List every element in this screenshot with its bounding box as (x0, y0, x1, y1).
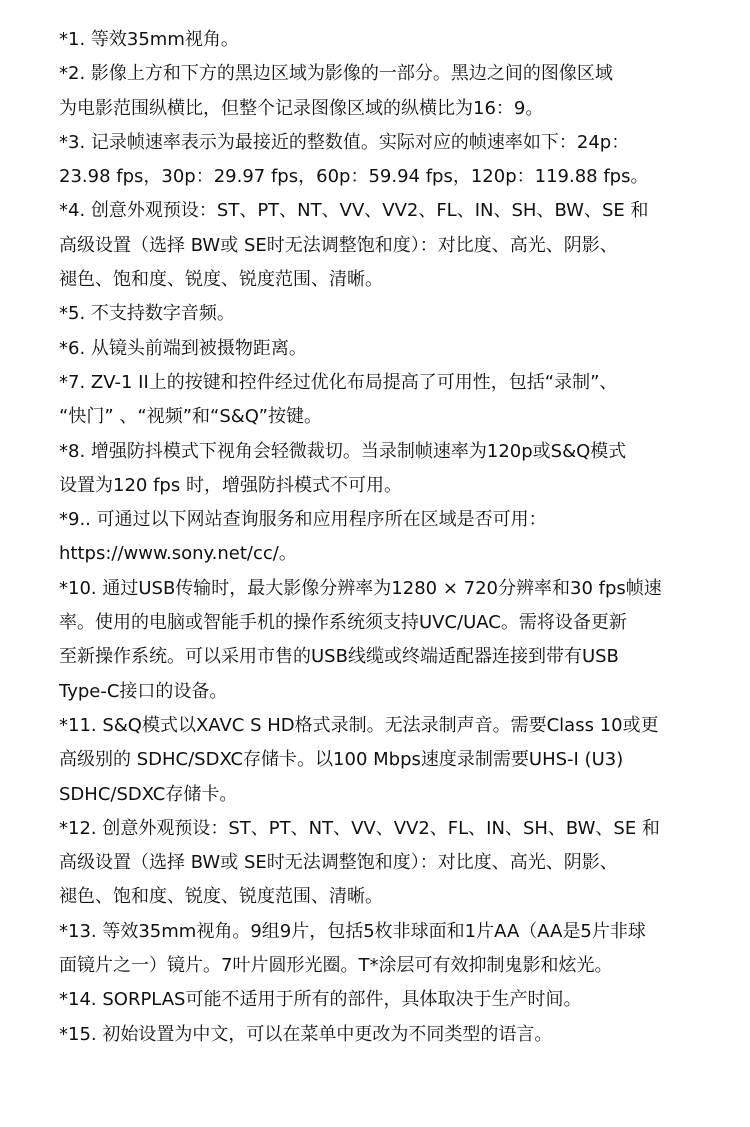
footnote-line: *3. 记录帧速率表示为最接近的整数值。实际对应的帧速率如下：24p： (59, 131, 630, 153)
footnote-line: *6. 从镜头前端到被摄物距离。 (59, 337, 307, 359)
footnote-item (59, 23, 719, 57)
footnote-line: *5. 不支持数字音频。 (59, 303, 235, 325)
footnote-line: 高级别的 SDHC/SDXC存储卡。以100 Mbps速度录制需要UHS-I (U3) (59, 749, 624, 771)
footnote-item (59, 57, 719, 126)
footnote-item (59, 297, 719, 331)
footnote-line: Type-C接口的设备。 (59, 680, 228, 702)
footnote-item (59, 435, 719, 504)
footnote-line: 面镜片之一）镜片。7叶片圆形光圈。T*涂层可有效抑制鬼影和炫光。 (59, 955, 613, 977)
footnote-line: *12. 创意外观预设：ST、PT、NT、VV、VV2、FL、IN、SH、BW、SE 和 (59, 817, 660, 839)
footnote-line: *13. 等效35mm视角。9组9片，包括5枚非球面和1片AA（AA是5片非球 (59, 920, 646, 942)
footnote-item (59, 915, 719, 984)
footnote-line: 高级设置（选择 BW或 SE时无法调整饱和度）：对比度、高光、阴影、 (59, 852, 618, 874)
footnote-line: 至新操作系统。可以采用市售的USB线缆或终端适配器连接到带有USB (59, 646, 619, 668)
footnote-item (59, 126, 719, 195)
footnote-item (59, 812, 719, 915)
footnote-line: 褪色、饱和度、锐度、锐度范围、清晰。 (59, 269, 383, 291)
footnote-line: 高级设置（选择 BW或 SE时无法调整饱和度）：对比度、高光、阴影、 (59, 234, 618, 256)
footnote-line: *8. 增强防抖模式下视角会轻微裁切。当录制帧速率为120p或S&Q模式 (59, 440, 627, 462)
footnote-line: 设置为120 fps 时，增强防抖模式不可用。 (59, 474, 402, 496)
footnote-line: *1. 等效35mm视角。 (59, 29, 239, 50)
footnote-line: *11. S&Q模式以XAVC S HD格式录制。无法录制声音。需要Class 10或更 (59, 714, 659, 736)
footnotes-list (59, 23, 719, 1052)
footnote-item (59, 366, 719, 435)
footnote-line: 率。使用的电脑或智能手机的操作系统须支持UVC/UAC。需将设备更新 (59, 612, 627, 634)
footnote-item (59, 709, 719, 812)
footnote-line: 为电影范围纵横比，但整个记录图像区域的纵横比为16：9。 (59, 97, 544, 119)
footnote-line: *14. SORPLAS可能不适用于所有的部件，具体取决于生产时间。 (59, 989, 582, 1011)
footnote-line: 23.98 fps，30p：29.97 fps，60p：59.94 fps，120p：119.88 fps。 (59, 166, 649, 188)
footnote-item (59, 332, 719, 366)
footnote-line: https://www.sony.net/cc/。 (59, 543, 297, 565)
footnote-line: *7. ZV-1 II上的按键和控件经过优化布局提高了可用性，包括“录制”、 (59, 371, 618, 393)
footnote-item (59, 503, 719, 572)
footnote-item (59, 1018, 719, 1052)
footnote-line: *4. 创意外观预设：ST、PT、NT、VV、VV2、FL、IN、SH、BW、SE 和 (59, 200, 649, 222)
footnote-line: “快门” 、“视频”和“S&Q”按键。 (59, 406, 322, 428)
footnote-line: *2. 影像上方和下方的黑边区域为影像的一部分。黑边之间的图像区域 (59, 63, 613, 85)
footnote-line: *10. 通过USB传输时，最大影像分辨率为1280 × 720分辨率和30 fps帧速 (59, 577, 662, 599)
footnote-line: SDHC/SDXC存储卡。 (59, 783, 238, 805)
footnote-item (59, 983, 719, 1017)
footnote-line: 褪色、饱和度、锐度、锐度范围、清晰。 (59, 886, 383, 908)
footnote-item (59, 194, 719, 297)
footnote-item (59, 572, 719, 709)
footnote-line: *9.. 可通过以下网站查询服务和应用程序所在区域是否可用： (59, 509, 547, 531)
footnote-line: *15. 初始设置为中文，可以在菜单中更改为不同类型的语言。 (59, 1023, 553, 1045)
